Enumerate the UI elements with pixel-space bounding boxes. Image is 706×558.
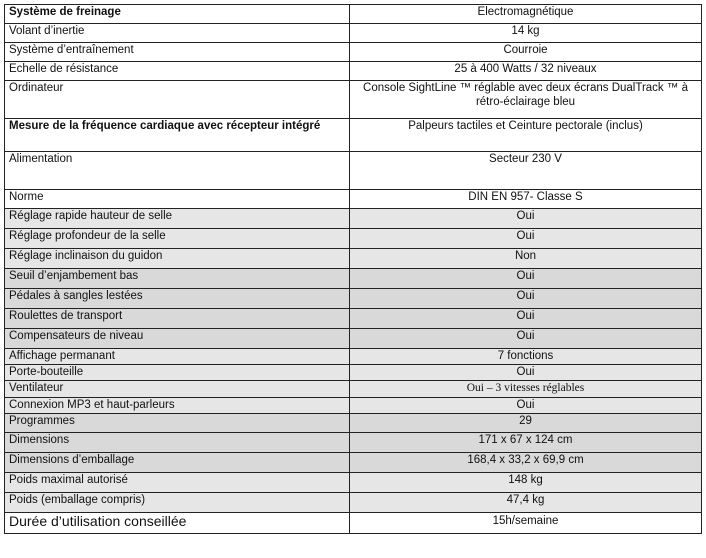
table-row xyxy=(5,209,702,229)
spec-label: Roulettes de transport xyxy=(5,309,350,329)
spec-table xyxy=(4,4,702,534)
spec-value: 29 xyxy=(350,414,702,433)
table-row xyxy=(5,5,702,24)
spec-label: Connexion MP3 et haut-parleurs xyxy=(5,398,350,414)
spec-value: Oui xyxy=(350,309,702,329)
spec-label: Ordinateur xyxy=(5,81,350,119)
spec-value: Console SightLine ™ réglable avec deux écrans DualTrack ™ à rétro-éclairage bleu xyxy=(350,81,702,119)
spec-label: Programmes xyxy=(5,414,350,433)
spec-value: Oui xyxy=(350,289,702,309)
table-row xyxy=(5,473,702,493)
spec-label: Dimensions d’emballage xyxy=(5,453,350,473)
spec-value: 47,4 kg xyxy=(350,493,702,513)
spec-value: 25 à 400 Watts / 32 niveaux xyxy=(350,62,702,81)
spec-label: Réglage profondeur de la selle xyxy=(5,229,350,249)
spec-label: Echelle de résistance xyxy=(5,62,350,81)
spec-value: Electromagnétique xyxy=(350,5,702,24)
table-row xyxy=(5,24,702,43)
spec-value: Courroie xyxy=(350,43,702,62)
spec-label: Compensateurs de niveau xyxy=(5,329,350,349)
table-row xyxy=(5,398,702,414)
spec-label: Ventilateur xyxy=(5,381,350,398)
table-row xyxy=(5,365,702,381)
spec-label: Porte-bouteille xyxy=(5,365,350,381)
table-row xyxy=(5,43,702,62)
table-row xyxy=(5,229,702,249)
table-row xyxy=(5,152,702,190)
spec-label: Volant d’inertie xyxy=(5,24,350,43)
spec-value: Oui xyxy=(350,398,702,414)
spec-label: Réglage inclinaison du guidon xyxy=(5,249,350,269)
table-row xyxy=(5,433,702,453)
spec-label: Norme xyxy=(5,190,350,209)
table-row xyxy=(5,513,702,534)
spec-value: 168,4 x 33,2 x 69,9 cm xyxy=(350,453,702,473)
spec-label: Affichage permanant xyxy=(5,349,350,365)
spec-label: Mesure de la fréquence cardiaque avec récepteur intégré xyxy=(5,119,350,152)
spec-label: Poids maximal autorisé xyxy=(5,473,350,493)
spec-label: Durée d’utilisation conseillée xyxy=(5,513,350,534)
spec-value: 7 fonctions xyxy=(350,349,702,365)
table-row xyxy=(5,329,702,349)
spec-value: Oui xyxy=(350,229,702,249)
spec-value: Oui xyxy=(350,365,702,381)
spec-label: Seuil d’enjambement bas xyxy=(5,269,350,289)
spec-value: Non xyxy=(350,249,702,269)
table-row xyxy=(5,493,702,513)
spec-value: 171 x 67 x 124 cm xyxy=(350,433,702,453)
spec-value: Oui xyxy=(350,209,702,229)
spec-label: Poids (emballage compris) xyxy=(5,493,350,513)
spec-value: DIN EN 957- Classe S xyxy=(350,190,702,209)
spec-label: Pédales à sangles lestées xyxy=(5,289,350,309)
table-row xyxy=(5,249,702,269)
spec-value: Palpeurs tactiles et Ceinture pectorale (inclus) xyxy=(350,119,702,152)
spec-value: 14 kg xyxy=(350,24,702,43)
spec-value: Oui xyxy=(350,269,702,289)
table-row xyxy=(5,119,702,152)
table-row xyxy=(5,453,702,473)
table-row xyxy=(5,349,702,365)
spec-label: Réglage rapide hauteur de selle xyxy=(5,209,350,229)
spec-value: Secteur 230 V xyxy=(350,152,702,190)
spec-label: Dimensions xyxy=(5,433,350,453)
spec-label: Système de freinage xyxy=(5,5,350,24)
spec-value: Oui xyxy=(350,329,702,349)
table-row xyxy=(5,62,702,81)
table-row xyxy=(5,414,702,433)
table-row xyxy=(5,190,702,209)
spec-value: Oui – 3 vitesses réglables xyxy=(350,381,702,398)
table-row xyxy=(5,309,702,329)
spec-value: 15h/semaine xyxy=(350,513,702,534)
spec-label: Alimentation xyxy=(5,152,350,190)
spec-label: Système d’entraînement xyxy=(5,43,350,62)
spec-value: 148 kg xyxy=(350,473,702,493)
table-row xyxy=(5,289,702,309)
table-row xyxy=(5,269,702,289)
table-row xyxy=(5,81,702,119)
table-row xyxy=(5,381,702,398)
